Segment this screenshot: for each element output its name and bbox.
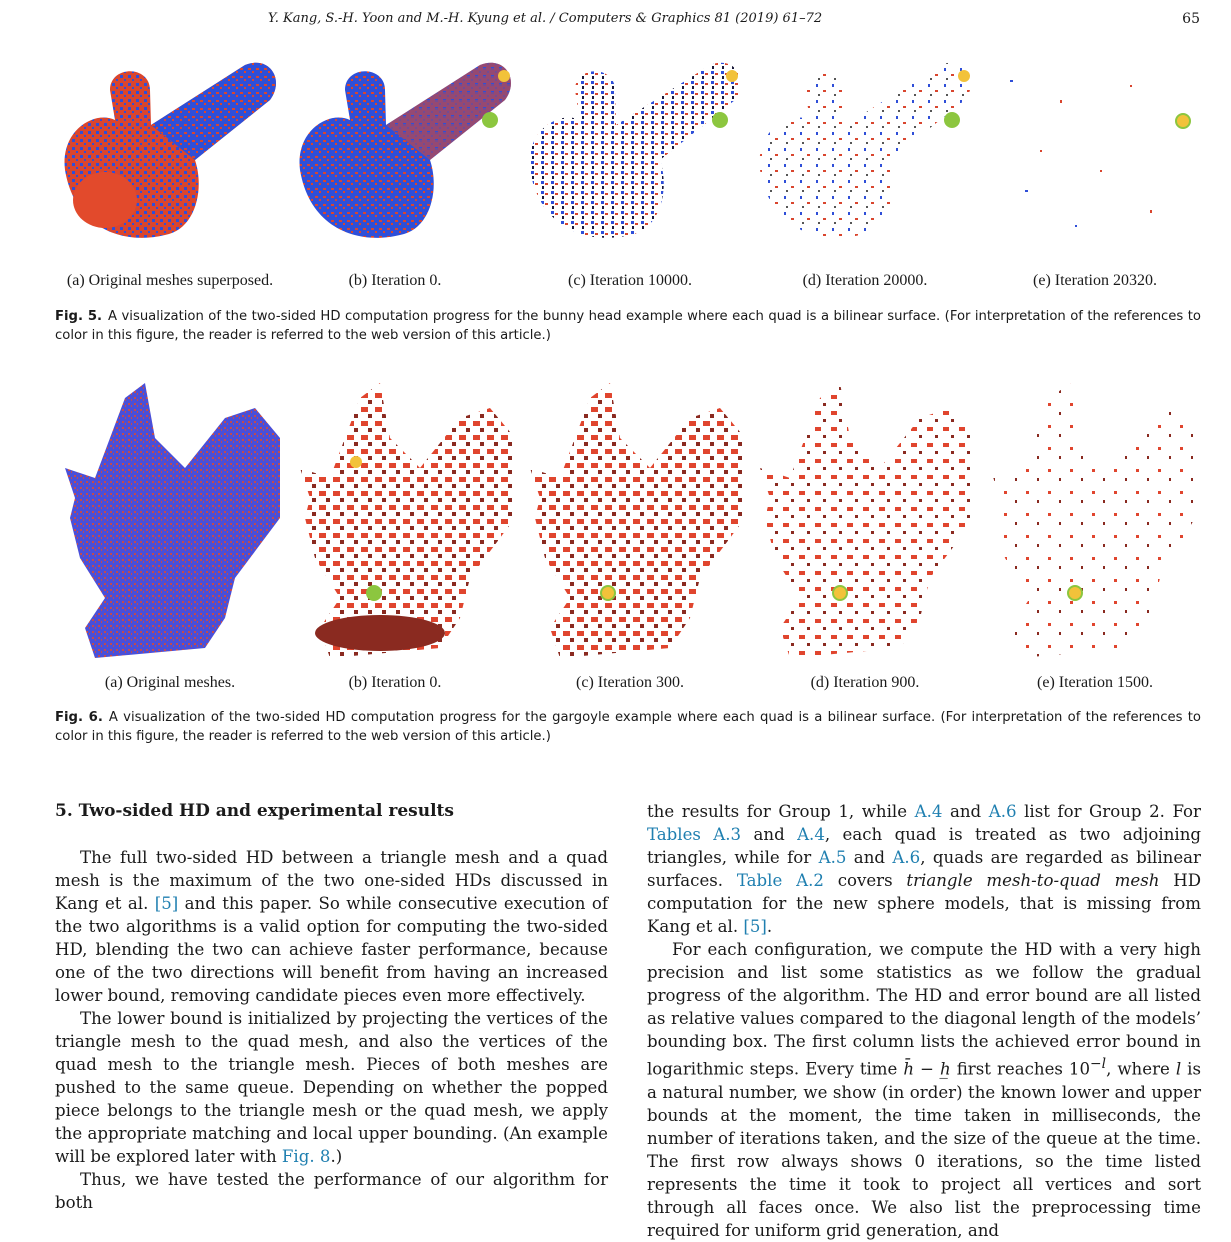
paragraph-1: The full two-sided HD between a triangle mesh and a quad mesh is the maximum of the two one-sided HDs discussed in Kang et al. [5] and this paper. So while consecutive execution of the two algorithms is a valid option for computing the two-sided HD, blending the two can achieve faster performance, because one of the two directions will benefit from having an increased lower bound, removing candidate pieces even more effectively. — [55, 848, 608, 1005]
table-link[interactable]: A.4 — [797, 825, 825, 844]
fig5-label: Fig. 5. — [55, 309, 103, 324]
fig6-subcaption-c: (c) Iteration 300. — [576, 674, 684, 691]
table-link[interactable]: A.4 — [914, 802, 943, 821]
figure-link[interactable]: Fig. 8 — [281, 1147, 331, 1166]
fig6-label: Fig. 6. — [55, 710, 103, 725]
fig5-caption — [55, 307, 1201, 345]
fig5-subcaption-a: (a) Original meshes superposed. — [66, 272, 274, 289]
ref-link[interactable]: [5] — [743, 917, 767, 936]
fig6-panel-c — [520, 378, 750, 668]
figure-5 — [55, 50, 1201, 300]
table-link[interactable]: Tables A.3 — [647, 825, 742, 844]
section-title: 5. Two-sided HD and experimental results — [55, 801, 454, 821]
paragraph-2: The lower bound is initialized by projecting the vertices of the triangle mesh to the quad mesh, and also the vertices of the quad mesh to the triangle mesh. Pieces of both meshes are pushed to the same queue. Depending on whether the popped piece belongs to the triangle mesh or the quad mesh, we apply the appropriate matching and local upper bounding. (An example will be explored later with Fig. 8.) — [55, 1009, 608, 1166]
page-number: 65 — [1182, 11, 1200, 27]
fig5-subcaption-b: (b) Iteration 0. — [348, 272, 442, 289]
fig6-subcaption-d: (d) Iteration 900. — [810, 674, 920, 691]
running-header — [0, 8, 1231, 32]
fig5-subcaption-e: (e) Iteration 20320. — [1033, 272, 1157, 289]
paragraph-right-1: the results for Group 1, while A.4 and A.6 list for Group 2. For Tables A.3 and A.4, each quad is treated as two adjoining triangles, while for A.5 and A.6, quads are regarded as bilinear surfaces. Table A.2 covers triangle mesh-to-quad mesh HD computation for the new sphere models, that is missing from Kang et al. [5]. — [647, 802, 1201, 936]
fig6-caption-text: A visualization of the two-sided HD computation progress for the gargoyle example where each quad is a bilinear surface. (For interpretation of the references to color in this figure, the reader is referred to the web version of this article.) — [55, 710, 1201, 744]
ref-link[interactable]: [5] — [154, 894, 179, 913]
table-link[interactable]: Table A.2 — [736, 871, 824, 890]
fig5-subcaption-c: (c) Iteration 10000. — [568, 272, 692, 289]
fig6-panel-e — [980, 378, 1200, 668]
fig5-caption-text: A visualization of the two-sided HD computation progress for the bunny head example where each quad is a bilinear surface. (For interpretation of the references to color in this figure, the reader is referred to the web version of this article.) — [55, 309, 1201, 343]
table-link[interactable]: A.5 — [818, 848, 847, 867]
fig6-subcaption-b: (b) Iteration 0. — [348, 674, 442, 691]
running-head: Y. Kang, S.-H. Yoon and M.-H. Kyung et al. / Computers & Graphics 81 (2019) 61–72 — [267, 11, 823, 26]
table-link[interactable]: A.6 — [892, 848, 921, 867]
fig6-caption — [55, 708, 1201, 746]
fig6-panel-b — [290, 378, 520, 668]
fig6-subcaption-a: (a) Original meshes. — [104, 674, 236, 691]
fig5-panel-d — [750, 50, 980, 260]
right-column — [647, 800, 1201, 1242]
fig6-subcaption-e: (e) Iteration 1500. — [1037, 674, 1153, 691]
paragraph-right-2: For each configuration, we compute the HD with a very high precision and list some statistics as we follow the gradual progress of the algorithm. The HD and error bound are all listed as relative values compared to the diagonal length of the models’ bounding box. The first column lists the achieved error bound in logarithmic steps. Every time h̄ − h̲ first reaches $10^{-l}$, where l is a natural number, we show (in order) the known lower and upper bounds at the moment, the time taken in milliseconds, the number of iterations taken, and the size of the queue at the time. The first row always shows 0 iterations, so the time listed represents the time it took to project all vertices and sort through all faces once. We also list the preprocessing time required for uniform grid generation, and — [647, 940, 1201, 1240]
fig5-panel-e — [980, 50, 1200, 260]
fig5-panel-a — [55, 50, 285, 260]
left-column — [55, 800, 608, 1214]
table-link[interactable]: A.6 — [988, 802, 1017, 821]
paragraph-3: Thus, we have tested the performance of our algorithm for both — [55, 1170, 608, 1212]
figure-6 — [55, 378, 1201, 691]
fig5-panel-c — [520, 50, 750, 260]
fig5-panel-b — [290, 50, 520, 260]
math-hbar-minus-h: h̄ − h̲ — [903, 1059, 951, 1079]
fig6-panel-d — [750, 378, 980, 668]
fig5-subcaption-d: (d) Iteration 20000. — [802, 272, 928, 289]
fig6-panel-a — [55, 378, 285, 668]
